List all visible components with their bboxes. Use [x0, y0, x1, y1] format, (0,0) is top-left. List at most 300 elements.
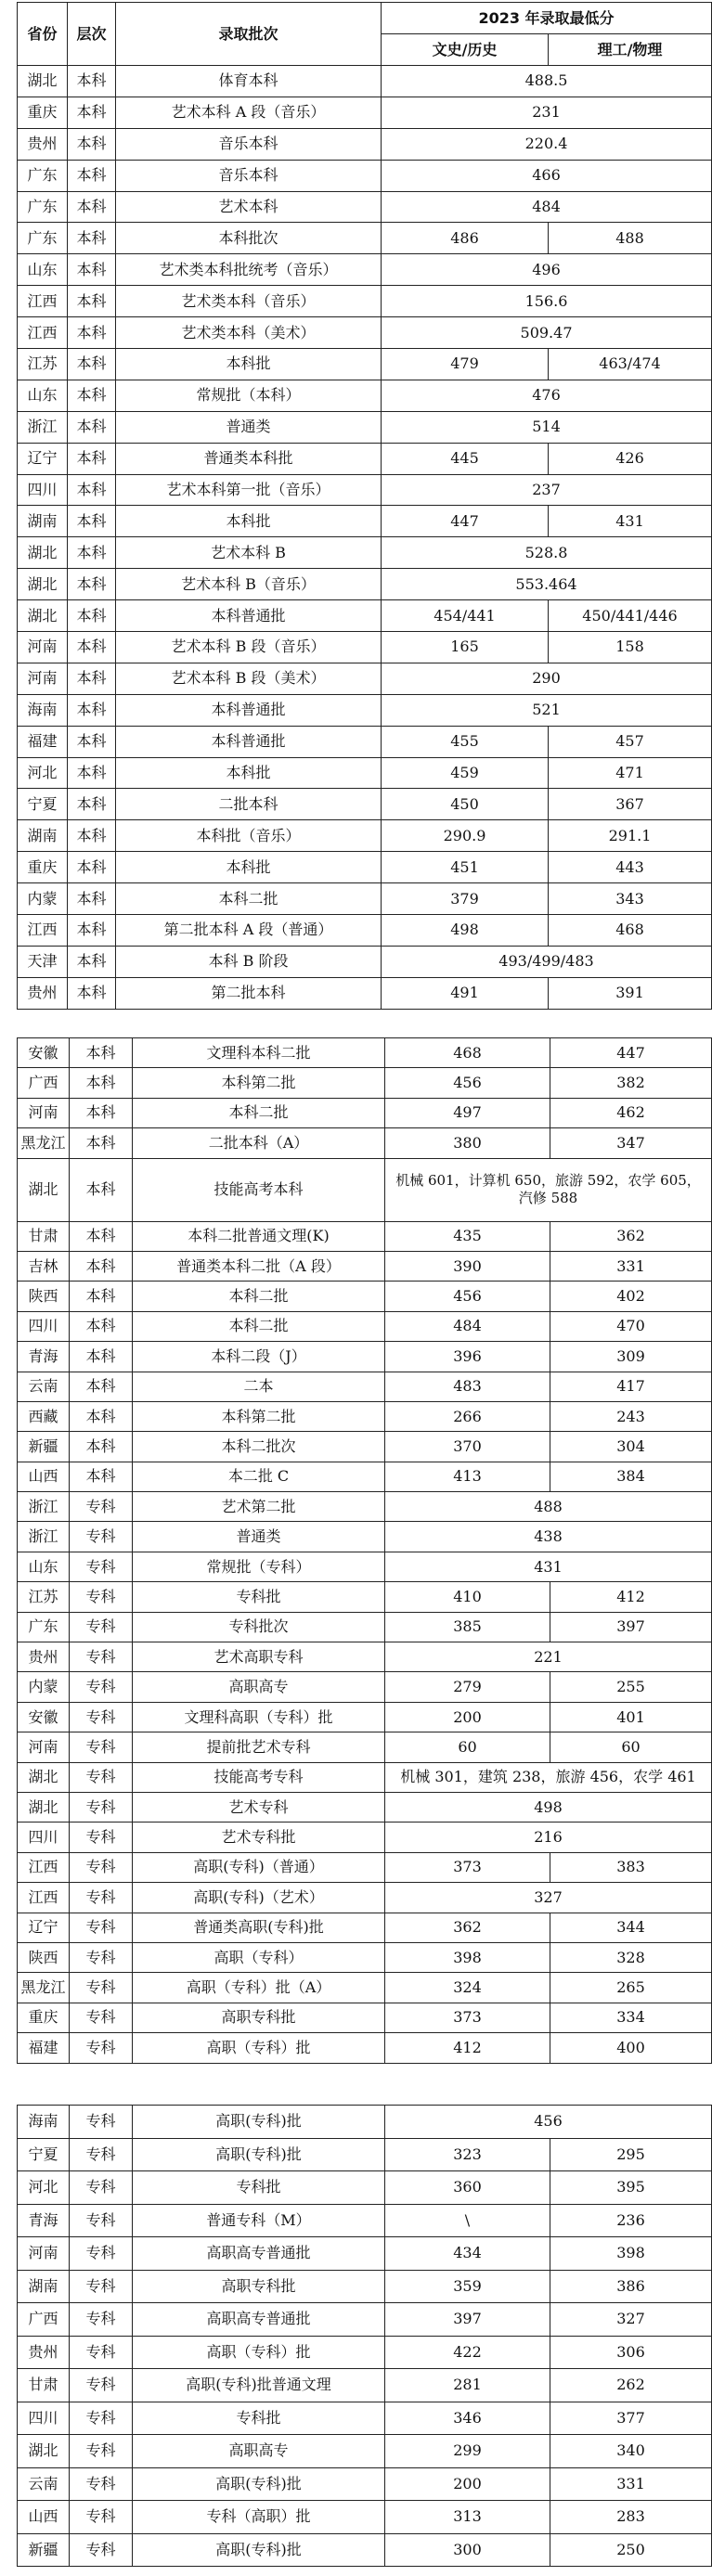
level-cell: 专科 [70, 2171, 133, 2205]
table-row [18, 1883, 712, 1913]
score-merged-cell: 456 [385, 2106, 712, 2139]
table-row [18, 2501, 712, 2534]
batch-cell: 常规批（专科） [133, 1552, 385, 1581]
province-cell: 湖北 [18, 569, 68, 600]
score-science-cell: 417 [550, 1372, 712, 1401]
header-science: 理工/物理 [549, 34, 712, 66]
level-cell: 本科 [68, 349, 116, 380]
table-row [18, 1068, 712, 1098]
table-row [18, 2003, 712, 2032]
level-cell: 本科 [68, 600, 116, 632]
province-cell: 山东 [18, 1552, 70, 1581]
level-cell: 专科 [70, 1552, 133, 1581]
score-science-cell: 328 [550, 1942, 712, 1972]
score-science-cell: 295 [550, 2138, 712, 2171]
province-cell: 甘肃 [18, 1221, 70, 1251]
score-merged-cell: 493/499/483 [382, 946, 712, 977]
score-merged-cell: 553.464 [382, 569, 712, 600]
province-cell: 河南 [18, 632, 68, 663]
province-cell: 江西 [18, 1883, 70, 1913]
level-cell: 本科 [68, 632, 116, 663]
score-arts-cell: 454/441 [382, 600, 549, 632]
score-arts-cell: 483 [385, 1372, 550, 1401]
table-row [18, 1128, 712, 1158]
batch-cell: 本科批 [116, 852, 382, 883]
score-science-cell: 334 [550, 2003, 712, 2032]
province-cell: 河南 [18, 1732, 70, 1762]
score-science-cell: 304 [550, 1432, 712, 1462]
score-science-cell: 412 [550, 1582, 712, 1612]
batch-cell: 音乐本科 [116, 128, 382, 160]
province-cell: 内蒙 [18, 1672, 70, 1702]
level-cell: 专科 [70, 2303, 133, 2337]
table-row [18, 2204, 712, 2237]
table-row [18, 1401, 712, 1431]
score-arts-cell: 323 [385, 2138, 550, 2171]
batch-cell: 艺术本科 B（音乐） [116, 569, 382, 600]
score-science-cell: 343 [549, 883, 712, 915]
table-row [18, 349, 712, 380]
batch-cell: 普通类高职(专科)批 [133, 1913, 385, 1942]
province-cell: 天津 [18, 946, 68, 977]
level-cell: 本科 [68, 286, 116, 317]
batch-cell: 第二批本科 [116, 977, 382, 1009]
table-row [18, 160, 712, 191]
score-arts-cell: 165 [382, 632, 549, 663]
province-cell: 湖北 [18, 600, 68, 632]
score-arts-cell: 359 [385, 2270, 550, 2303]
score-merged-cell: 521 [382, 694, 712, 726]
table-row [18, 223, 712, 254]
table-row [18, 789, 712, 820]
province-cell: 广东 [18, 223, 68, 254]
score-science-cell: 447 [550, 1038, 712, 1068]
table-row [18, 1221, 712, 1251]
level-cell: 本科 [68, 97, 116, 128]
level-cell: 本科 [68, 726, 116, 757]
level-cell: 专科 [70, 1973, 133, 2003]
score-arts-cell: 434 [385, 2237, 550, 2271]
batch-cell: 高职高专 [133, 1672, 385, 1702]
province-cell: 新疆 [18, 2533, 70, 2567]
table-row [18, 1492, 712, 1522]
batch-cell: 艺术专科批 [133, 1823, 385, 1852]
batch-cell: 高职(专科)批 [133, 2533, 385, 2567]
province-cell: 江苏 [18, 1582, 70, 1612]
table-row [18, 506, 712, 537]
province-cell: 重庆 [18, 97, 68, 128]
score-arts-cell: 484 [385, 1311, 550, 1341]
score-arts-cell: 390 [385, 1251, 550, 1281]
score-science-cell: 283 [550, 2501, 712, 2534]
province-cell: 青海 [18, 2204, 70, 2237]
province-cell: 江西 [18, 286, 68, 317]
score-merged-cell: 327 [385, 1883, 712, 1913]
table-row [18, 1732, 712, 1762]
table-row [18, 1372, 712, 1401]
province-cell: 湖南 [18, 2270, 70, 2303]
table-row [18, 1311, 712, 1341]
level-cell: 本科 [68, 977, 116, 1009]
score-arts-cell: 451 [382, 852, 549, 883]
level-cell: 本科 [68, 191, 116, 223]
score-science-cell: 401 [550, 1702, 712, 1732]
batch-cell: 艺术本科 B 段（美术） [116, 663, 382, 694]
score-merged-cell: 237 [382, 474, 712, 506]
table-row [18, 883, 712, 915]
batch-cell: 本科批（音乐） [116, 820, 382, 852]
score-arts-cell: 299 [385, 2435, 550, 2468]
batch-cell: 艺术本科 B 段（音乐） [116, 632, 382, 663]
score-science-cell: 463/474 [549, 349, 712, 380]
score-science-cell: 488 [549, 223, 712, 254]
score-arts-cell: 435 [385, 1221, 550, 1251]
score-science-cell: 367 [549, 789, 712, 820]
table-row [18, 1282, 712, 1311]
table-row [18, 1342, 712, 1372]
province-cell: 湖北 [18, 2435, 70, 2468]
batch-cell: 本科批 [116, 757, 382, 789]
score-table-part-1 [17, 2, 712, 1010]
batch-cell: 高职高专 [133, 2435, 385, 2468]
table-row [18, 2369, 712, 2402]
batch-cell: 本科普通批 [116, 694, 382, 726]
level-cell: 本科 [70, 1098, 133, 1127]
level-cell: 本科 [68, 883, 116, 915]
level-cell: 本科 [70, 1462, 133, 1491]
province-cell: 广东 [18, 160, 68, 191]
level-cell: 专科 [70, 2533, 133, 2567]
score-arts-cell: 385 [385, 1612, 550, 1642]
score-merged-cell: 机械 301，建筑 238，旅游 456，农学 461 [385, 1762, 712, 1792]
batch-cell: 第二批本科 A 段（普通） [116, 915, 382, 947]
score-science-cell: 431 [549, 506, 712, 537]
level-cell: 本科 [70, 1068, 133, 1098]
province-cell: 福建 [18, 726, 68, 757]
score-arts-cell: 491 [382, 977, 549, 1009]
level-cell: 专科 [70, 1702, 133, 1732]
table-row [18, 1823, 712, 1852]
batch-cell: 提前批艺术专科 [133, 1732, 385, 1762]
score-science-cell: 262 [550, 2369, 712, 2402]
level-cell: 本科 [68, 66, 116, 97]
level-cell: 专科 [70, 1612, 133, 1642]
score-arts-cell: 398 [385, 1942, 550, 1972]
batch-cell: 普通类本科二批（A 段） [133, 1251, 385, 1281]
province-cell: 安徽 [18, 1038, 70, 1068]
batch-cell: 本科普通批 [116, 600, 382, 632]
level-cell: 专科 [70, 2435, 133, 2468]
table-row [18, 1038, 712, 1068]
table-row [18, 1792, 712, 1822]
score-arts-cell: 445 [382, 443, 549, 474]
level-cell: 本科 [68, 380, 116, 411]
province-cell: 广西 [18, 1068, 70, 1098]
batch-cell: 艺术高职专科 [133, 1642, 385, 1672]
score-arts-cell: 410 [385, 1582, 550, 1612]
batch-cell: 本科二批次 [133, 1432, 385, 1462]
province-cell: 四川 [18, 2402, 70, 2435]
batch-cell: 二批本科（A） [133, 1128, 385, 1158]
province-cell: 甘肃 [18, 2369, 70, 2402]
table-row [18, 663, 712, 694]
province-cell: 湖南 [18, 506, 68, 537]
table-row [18, 443, 712, 474]
table-row [18, 2237, 712, 2271]
score-science-cell: 60 [550, 1732, 712, 1762]
batch-cell: 体育本科 [116, 66, 382, 97]
province-cell: 湖北 [18, 537, 68, 569]
score-science-cell: 457 [549, 726, 712, 757]
province-cell: 江西 [18, 1852, 70, 1882]
level-cell: 本科 [68, 443, 116, 474]
province-cell: 广西 [18, 2303, 70, 2337]
table-row [18, 2138, 712, 2171]
score-science-cell: 398 [550, 2237, 712, 2271]
province-cell: 浙江 [18, 1492, 70, 1522]
score-merged-cell: 488.5 [382, 66, 712, 97]
province-cell: 浙江 [18, 411, 68, 443]
batch-cell: 普通类 [116, 411, 382, 443]
batch-cell: 专科（高职）批 [133, 2501, 385, 2534]
batch-cell: 高职(专科)（艺术） [133, 1883, 385, 1913]
score-merged-cell: 514 [382, 411, 712, 443]
province-cell: 云南 [18, 1372, 70, 1401]
score-science-cell: 397 [550, 1612, 712, 1642]
table-row [18, 1913, 712, 1942]
batch-cell: 高职专科批 [133, 2003, 385, 2032]
province-cell: 四川 [18, 1823, 70, 1852]
table-row [18, 1612, 712, 1642]
level-cell: 专科 [70, 1883, 133, 1913]
header-province: 省份 [18, 3, 68, 66]
score-science-cell: 255 [550, 1672, 712, 1702]
batch-cell: 技能高考本科 [133, 1158, 385, 1221]
province-cell: 辽宁 [18, 443, 68, 474]
score-arts-cell: 346 [385, 2402, 550, 2435]
score-merged-cell: 机械 601，计算机 650，旅游 592，农学 605，汽修 588 [385, 1158, 712, 1221]
batch-cell: 高职高专普通批 [133, 2237, 385, 2271]
score-arts-cell: 380 [385, 1128, 550, 1158]
batch-cell: 本科 B 阶段 [116, 946, 382, 977]
batch-cell: 专科批 [133, 1582, 385, 1612]
score-arts-cell: 324 [385, 1973, 550, 2003]
header-level: 层次 [68, 3, 116, 66]
province-cell: 黑龙江 [18, 1128, 70, 1158]
table-row [18, 977, 712, 1009]
batch-cell: 音乐本科 [116, 160, 382, 191]
header-arts: 文史/历史 [382, 34, 549, 66]
score-arts-cell: 281 [385, 2369, 550, 2402]
province-cell: 浙江 [18, 1522, 70, 1552]
score-science-cell: 265 [550, 1973, 712, 2003]
level-cell: 专科 [70, 2003, 133, 2032]
score-science-cell: 391 [549, 977, 712, 1009]
province-cell: 贵州 [18, 1642, 70, 1672]
level-cell: 本科 [68, 694, 116, 726]
score-arts-cell: 360 [385, 2171, 550, 2205]
score-arts-cell: 60 [385, 1732, 550, 1762]
score-arts-cell: 412 [385, 2033, 550, 2063]
score-merged-cell: 488 [385, 1492, 712, 1522]
batch-cell: 高职(专科)批 [133, 2138, 385, 2171]
table-row [18, 1251, 712, 1281]
batch-cell: 本科二批 [116, 883, 382, 915]
level-cell: 专科 [70, 2138, 133, 2171]
score-science-cell: 158 [549, 632, 712, 663]
table-row [18, 1462, 712, 1491]
table-row [18, 1158, 712, 1221]
province-cell: 四川 [18, 1311, 70, 1341]
header-batch: 录取批次 [116, 3, 382, 66]
score-science-cell: 327 [550, 2303, 712, 2337]
province-cell: 吉林 [18, 1251, 70, 1281]
level-cell: 本科 [68, 789, 116, 820]
table-row [18, 1522, 712, 1552]
table-row [18, 1702, 712, 1732]
score-science-cell: 331 [550, 1251, 712, 1281]
level-cell: 本科 [70, 1038, 133, 1068]
level-cell: 本科 [70, 1282, 133, 1311]
score-arts-cell: 373 [385, 1852, 550, 1882]
province-cell: 贵州 [18, 128, 68, 160]
score-arts-cell: 313 [385, 2501, 550, 2534]
score-science-cell: 395 [550, 2171, 712, 2205]
level-cell: 本科 [70, 1158, 133, 1221]
score-merged-cell: 221 [385, 1642, 712, 1672]
level-cell: 本科 [70, 1432, 133, 1462]
level-cell: 本科 [68, 537, 116, 569]
score-science-cell: 250 [550, 2533, 712, 2567]
province-cell: 湖南 [18, 820, 68, 852]
score-table-part-2 [17, 1037, 712, 2064]
score-science-cell: 386 [550, 2270, 712, 2303]
table-row [18, 600, 712, 632]
province-cell: 湖北 [18, 1158, 70, 1221]
score-merged-cell: 431 [385, 1552, 712, 1581]
batch-cell: 高职(专科)批普通文理 [133, 2369, 385, 2402]
table-row [18, 286, 712, 317]
level-cell: 本科 [70, 1311, 133, 1341]
table-row [18, 694, 712, 726]
batch-cell: 艺术类本科（音乐） [116, 286, 382, 317]
batch-cell: 艺术本科 [116, 191, 382, 223]
score-arts-cell: 266 [385, 1401, 550, 1431]
level-cell: 本科 [68, 254, 116, 286]
score-merged-cell: 216 [385, 1823, 712, 1852]
level-cell: 专科 [70, 1762, 133, 1792]
level-cell: 本科 [68, 223, 116, 254]
province-cell: 湖北 [18, 1762, 70, 1792]
batch-cell: 高职高专普通批 [133, 2303, 385, 2337]
score-arts-cell: 447 [382, 506, 549, 537]
table-row [18, 191, 712, 223]
level-cell: 本科 [70, 1221, 133, 1251]
score-merged-cell: 528.8 [382, 537, 712, 569]
score-arts-cell: 459 [382, 757, 549, 789]
score-merged-cell: 496 [382, 254, 712, 286]
level-cell: 本科 [70, 1128, 133, 1158]
score-arts-cell: 486 [382, 223, 549, 254]
level-cell: 专科 [70, 1522, 133, 1552]
table-row [18, 2435, 712, 2468]
table-row [18, 411, 712, 443]
batch-cell: 艺术本科 B [116, 537, 382, 569]
batch-cell: 高职(专科)批 [133, 2106, 385, 2139]
score-merged-cell: 466 [382, 160, 712, 191]
level-cell: 本科 [68, 128, 116, 160]
province-cell: 贵州 [18, 2336, 70, 2369]
batch-cell: 艺术第二批 [133, 1492, 385, 1522]
table-row [18, 2402, 712, 2435]
batch-cell: 本二批 C [133, 1462, 385, 1491]
score-science-cell: 362 [550, 1221, 712, 1251]
score-arts-cell: 479 [382, 349, 549, 380]
level-cell: 本科 [68, 757, 116, 789]
score-arts-cell: 497 [385, 1098, 550, 1127]
table-row [18, 632, 712, 663]
level-cell: 专科 [70, 2237, 133, 2271]
province-cell: 河南 [18, 663, 68, 694]
score-merged-cell: 498 [385, 1792, 712, 1822]
header-score-title: 2023 年录取最低分 [382, 3, 712, 34]
score-arts-cell: \ [385, 2204, 550, 2237]
batch-cell: 艺术本科第一批（音乐） [116, 474, 382, 506]
province-cell: 辽宁 [18, 1913, 70, 1942]
table-row [18, 852, 712, 883]
table-row [18, 1973, 712, 2003]
table-row [18, 1552, 712, 1581]
score-arts-cell: 362 [385, 1913, 550, 1942]
batch-cell: 艺术本科 A 段（音乐） [116, 97, 382, 128]
batch-cell: 普通类本科批 [116, 443, 382, 474]
table-row [18, 128, 712, 160]
batch-cell: 专科批次 [133, 1612, 385, 1642]
table-row [18, 2033, 712, 2063]
level-cell: 本科 [68, 160, 116, 191]
level-cell: 专科 [70, 1732, 133, 1762]
province-cell: 河南 [18, 1098, 70, 1127]
table-row [18, 915, 712, 947]
score-arts-cell: 370 [385, 1432, 550, 1462]
level-cell: 本科 [70, 1342, 133, 1372]
province-cell: 陕西 [18, 1282, 70, 1311]
score-arts-cell: 290.9 [382, 820, 549, 852]
score-science-cell: 243 [550, 1401, 712, 1431]
batch-cell: 本科二段（J） [133, 1342, 385, 1372]
level-cell: 专科 [70, 2204, 133, 2237]
score-science-cell: 426 [549, 443, 712, 474]
batch-cell: 本科批 [116, 506, 382, 537]
province-cell: 青海 [18, 1342, 70, 1372]
score-science-cell: 450/441/446 [549, 600, 712, 632]
level-cell: 本科 [70, 1372, 133, 1401]
table-row [18, 1672, 712, 1702]
batch-cell: 高职(专科)批 [133, 2467, 385, 2501]
table-row [18, 2533, 712, 2567]
table-row [18, 2171, 712, 2205]
level-cell: 本科 [70, 1401, 133, 1431]
table-row [18, 757, 712, 789]
level-cell: 专科 [70, 2402, 133, 2435]
table-row [18, 317, 712, 349]
batch-cell: 本科批 [116, 349, 382, 380]
province-cell: 江西 [18, 317, 68, 349]
province-cell: 广东 [18, 191, 68, 223]
score-science-cell: 402 [550, 1282, 712, 1311]
score-science-cell: 443 [549, 852, 712, 883]
province-cell: 湖北 [18, 1792, 70, 1822]
